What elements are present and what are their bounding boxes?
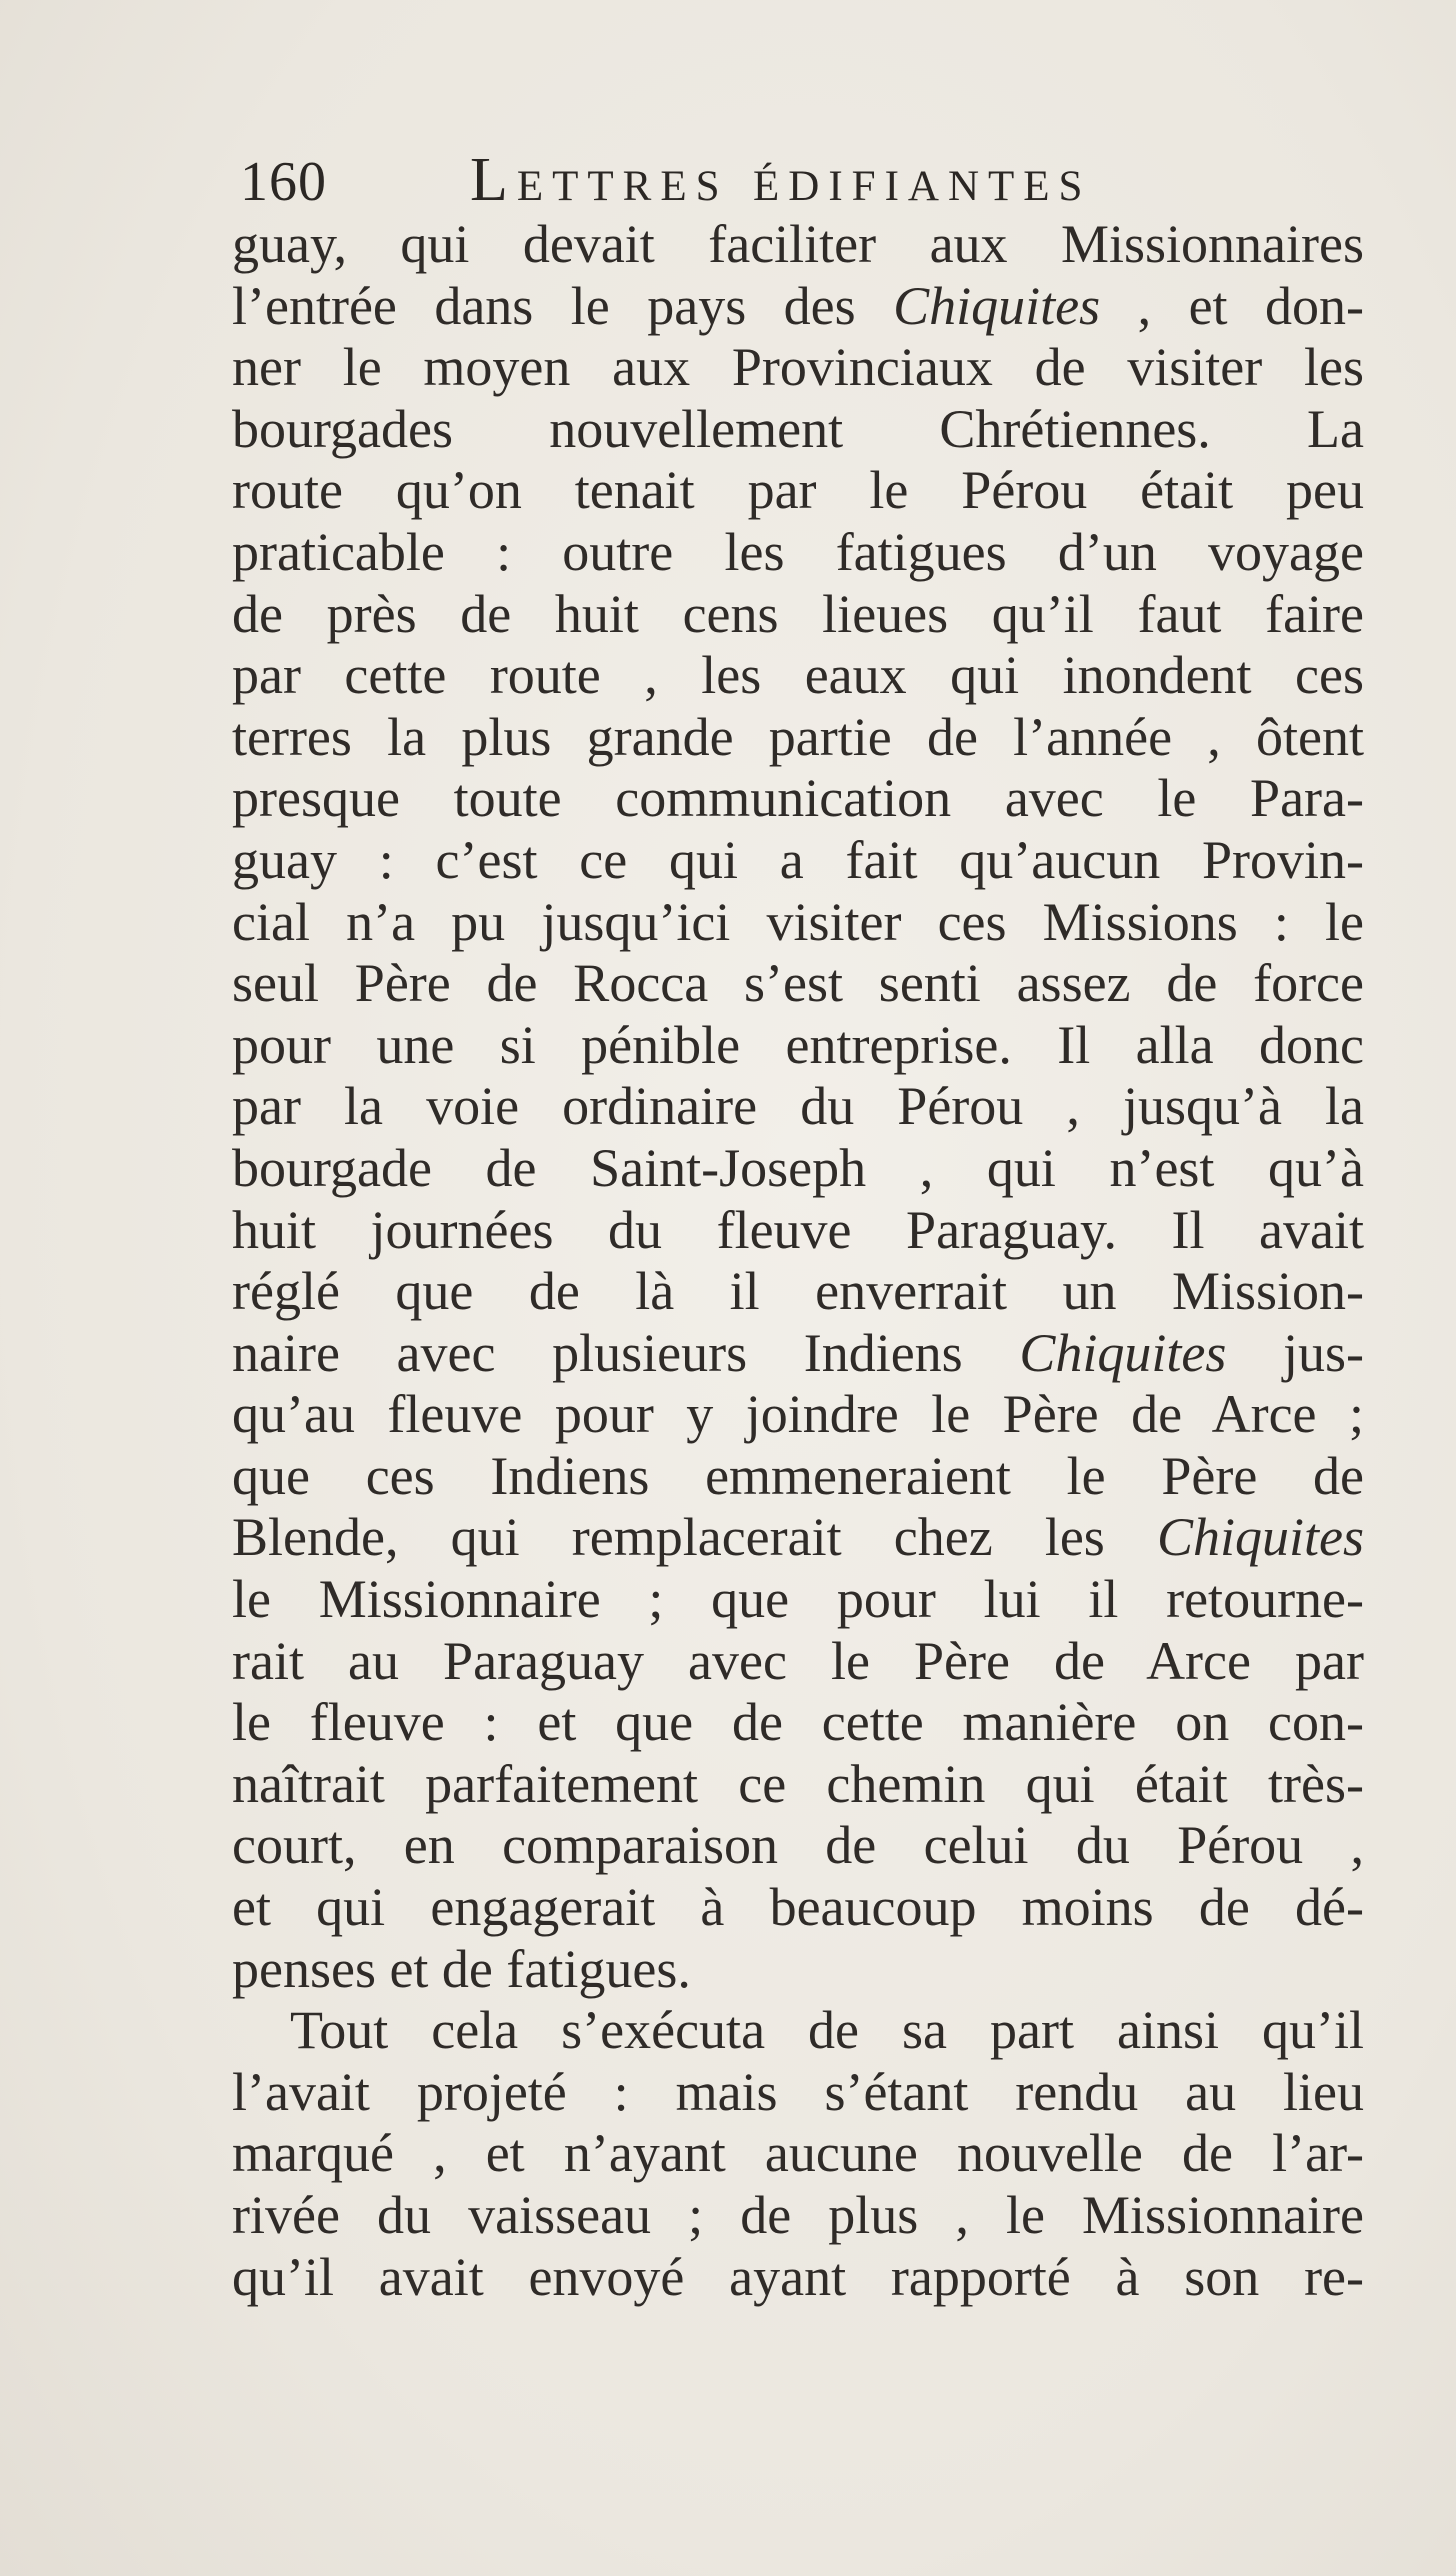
text-line (232, 399, 1364, 461)
line-text: et qui engagerait à beaucoup moins de dé- (232, 1877, 1364, 1938)
line-text: qu’il avait envoyé ayant rapporté à son re- (232, 2246, 1364, 2307)
text-line (232, 768, 1364, 830)
text-line (232, 584, 1364, 646)
line-text: pour une si pénible entreprise. Il alla donc (232, 1014, 1364, 1075)
italic-term: Chiquites (1019, 1322, 1227, 1383)
text-line (232, 1815, 1364, 1877)
line-text: ner le moyen aux Provinciaux de visiter les (232, 337, 1364, 398)
line-text: rivée du vaisseau ; de plus , le Missionnaire (232, 2185, 1364, 2245)
text-line (232, 830, 1364, 892)
body-text (232, 214, 1364, 2308)
line-text: court, en comparaison de celui du Pérou , (232, 1815, 1364, 1876)
line-text: penses et de fatigues. (232, 1938, 691, 1999)
line-text: cial n’a pu jusqu’ici visiter ces Missions : le (232, 891, 1364, 952)
line-text: marqué , et n’ayant aucune nouvelle de l’ar- (232, 2123, 1364, 2184)
text-line (232, 1631, 1364, 1693)
text-line (232, 645, 1364, 707)
line-text: guay, qui devait faciliter aux Missionnaires (232, 214, 1364, 274)
text-line (232, 707, 1364, 769)
text-line (232, 2247, 1364, 2309)
text-line (232, 2062, 1364, 2124)
line-text: route qu’on tenait par le Pérou était peu (232, 460, 1364, 521)
text-line (232, 214, 1364, 276)
line-text: presque toute communication avec le Para- (232, 768, 1364, 829)
line-text: bourgades nouvellement Chrétiennes. La (232, 398, 1364, 459)
line-text: que ces Indiens emmeneraient le Père de (232, 1445, 1364, 1506)
text-line (232, 1446, 1364, 1508)
text-line (232, 1076, 1364, 1138)
text-line (232, 1692, 1364, 1754)
text-line (232, 1877, 1364, 1939)
line-text: par la voie ordinaire du Pérou , jusqu’à la (232, 1076, 1364, 1137)
text-line (232, 1939, 1364, 2001)
text-line (232, 460, 1364, 522)
text-line (232, 1015, 1364, 1077)
text-line (232, 276, 1364, 338)
line-text: Tout cela s’exécuta de sa part ainsi qu’il (290, 2000, 1364, 2061)
italic-term: Chiquites (893, 275, 1101, 336)
italic-term: Chiquites (1156, 1507, 1364, 1568)
line-text: bourgade de Saint-Joseph , qui n’est qu’à (232, 1137, 1364, 1198)
line-text: praticable : outre les fatigues d’un voyage (232, 521, 1364, 582)
text-line (232, 522, 1364, 584)
line-text: naîtrait parfaitement ce chemin qui était très- (232, 1753, 1364, 1814)
line-text: de près de huit cens lieues qu’il faut faire (232, 583, 1364, 644)
running-title: Lettres édifiantes (470, 146, 1092, 214)
text-line (232, 1261, 1364, 1323)
line-text: naire avec plusieurs Indiens (232, 1322, 1020, 1383)
page-number: 160 (240, 151, 327, 213)
line-text-after: jus- (1226, 1322, 1364, 1383)
line-text-after: , et don- (1100, 275, 1364, 336)
line-text: huit journées du fleuve Paraguay. Il avait (232, 1199, 1364, 1260)
line-text: le Missionnaire ; que pour lui il retourne- (232, 1569, 1364, 1630)
running-head (240, 146, 1240, 214)
text-line (232, 1384, 1364, 1446)
text-line (232, 337, 1364, 399)
text-line (232, 2185, 1364, 2247)
text-line (232, 953, 1364, 1015)
line-text: qu’au fleuve pour y joindre le Père de Arce ; (232, 1384, 1364, 1445)
line-text: par cette route , les eaux qui inondent ces (232, 645, 1364, 706)
line-text: terres la plus grande partie de l’année , ôtent (232, 706, 1364, 767)
text-line (232, 1569, 1364, 1631)
line-text: guay : c’est ce qui a fait qu’aucun Provin- (232, 829, 1364, 890)
line-text: réglé que de là il enverrait un Mission- (232, 1261, 1364, 1322)
text-line (232, 1754, 1364, 1816)
line-text: seul Père de Rocca s’est senti assez de force (232, 953, 1364, 1014)
line-text: Blende, qui remplacerait chez les (232, 1507, 1157, 1568)
line-text: l’avait projeté : mais s’étant rendu au lieu (232, 2061, 1364, 2122)
text-line (232, 2000, 1364, 2062)
line-text: l’entrée dans le pays des (232, 275, 894, 336)
text-line (232, 2123, 1364, 2185)
text-line (232, 1507, 1364, 1569)
text-line (232, 1200, 1364, 1262)
line-text: rait au Paraguay avec le Père de Arce par (232, 1630, 1364, 1691)
text-line (232, 1138, 1364, 1200)
text-line (232, 892, 1364, 954)
text-line (232, 1323, 1364, 1385)
line-text: le fleuve : et que de cette manière on con- (232, 1692, 1364, 1753)
